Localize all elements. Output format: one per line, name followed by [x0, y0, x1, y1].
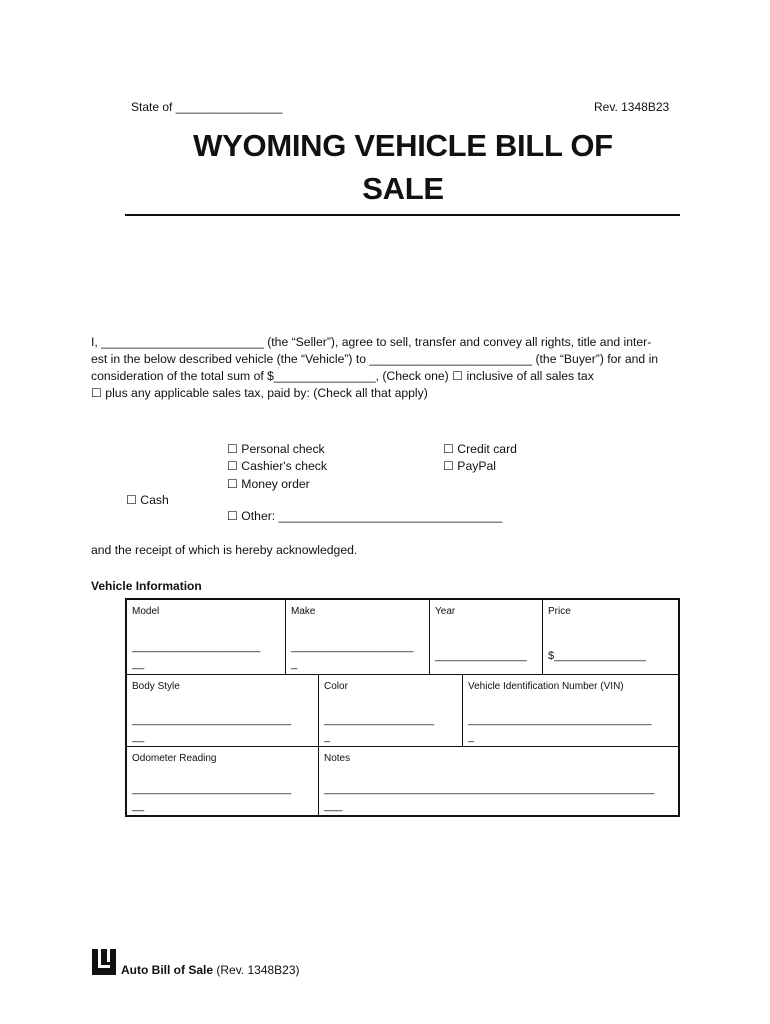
- cell-body-style[interactable]: [127, 675, 319, 747]
- cell-label: Model: [132, 606, 160, 617]
- cell-blank: ______________________________: [468, 714, 652, 726]
- revision-number: Rev. 1348B23: [594, 100, 670, 114]
- footer-title: Auto Bill of Sale: [121, 963, 214, 977]
- cell-blank: _____________________: [132, 641, 261, 653]
- option-cash[interactable]: ☐ Cash: [126, 493, 169, 507]
- cell-blank-cont: ___: [324, 800, 343, 812]
- receipt-acknowledgement: and the receipt of which is hereby acknowledged.: [91, 543, 358, 557]
- cell-notes[interactable]: [319, 747, 680, 817]
- option-credit-card[interactable]: ☐ Credit card: [443, 442, 517, 456]
- footer-revision: (Rev. 1348B23): [216, 963, 300, 977]
- brand-logo-icon: [92, 949, 116, 975]
- agreement-paragraph: [91, 334, 687, 402]
- document-title: [0, 124, 770, 210]
- cell-blank-cont: __: [132, 731, 145, 743]
- cell-blank-cont: _: [291, 658, 298, 670]
- cell-make[interactable]: [286, 600, 430, 675]
- cell-label: Year: [435, 606, 456, 617]
- option-paypal[interactable]: ☐ PayPal: [443, 459, 496, 473]
- cell-year[interactable]: [430, 600, 543, 675]
- cell-blank: ______________________________________________________: [324, 783, 655, 795]
- cell-color[interactable]: [319, 675, 463, 747]
- footer-text: [121, 963, 300, 977]
- title-underline: [125, 214, 680, 216]
- cell-blank: _______________: [435, 650, 527, 662]
- cell-vin[interactable]: [463, 675, 680, 747]
- cell-price[interactable]: [543, 600, 680, 675]
- cell-label: Odometer Reading: [132, 753, 217, 764]
- vehicle-information-table: [125, 598, 680, 817]
- vehicle-information-heading: Vehicle Information: [91, 579, 202, 593]
- cell-odometer[interactable]: [127, 747, 319, 817]
- agreement-line-2: est in the below described vehicle (the “Vehicle”) to ________________________ (the “Buyer”) for and in: [91, 352, 659, 366]
- agreement-line-1: I, ________________________ (the “Seller”), agree to sell, transfer and convey all rights, title and inter-: [91, 335, 652, 349]
- state-of-line: State of ________________: [131, 100, 283, 114]
- option-personal-check[interactable]: ☐ Personal check: [227, 442, 325, 456]
- cell-blank-cont: _: [324, 731, 331, 743]
- cell-label: Make: [291, 606, 316, 617]
- option-cashiers-check[interactable]: ☐ Cashier's check: [227, 459, 327, 473]
- title-line-2: SALE: [362, 171, 444, 206]
- cell-blank: __________________________: [132, 714, 292, 726]
- cell-label: Notes: [324, 753, 351, 764]
- cell-label: Price: [548, 606, 571, 617]
- option-other[interactable]: ☐ Other: _________________________________: [227, 509, 503, 523]
- cell-blank-cont: __: [132, 800, 145, 812]
- cell-blank: ____________________: [291, 641, 414, 653]
- cell-label: Color: [324, 681, 348, 692]
- cell-blank: $_______________: [548, 650, 646, 662]
- cell-blank-cont: __: [132, 658, 145, 670]
- option-money-order[interactable]: ☐ Money order: [227, 477, 310, 491]
- title-line-1: WYOMING VEHICLE BILL OF: [193, 128, 613, 163]
- cell-blank: __________________: [324, 714, 435, 726]
- cell-label: Vehicle Identification Number (VIN): [468, 681, 624, 692]
- agreement-line-4: ☐ plus any applicable sales tax, paid by: (Check all that apply): [91, 386, 428, 400]
- cell-label: Body Style: [132, 681, 180, 692]
- cell-model[interactable]: [127, 600, 286, 675]
- agreement-line-3: consideration of the total sum of $_______________, (Check one) ☐ inclusive of all sales tax: [91, 369, 594, 383]
- cell-blank: __________________________: [132, 783, 292, 795]
- cell-blank-cont: _: [468, 731, 475, 743]
